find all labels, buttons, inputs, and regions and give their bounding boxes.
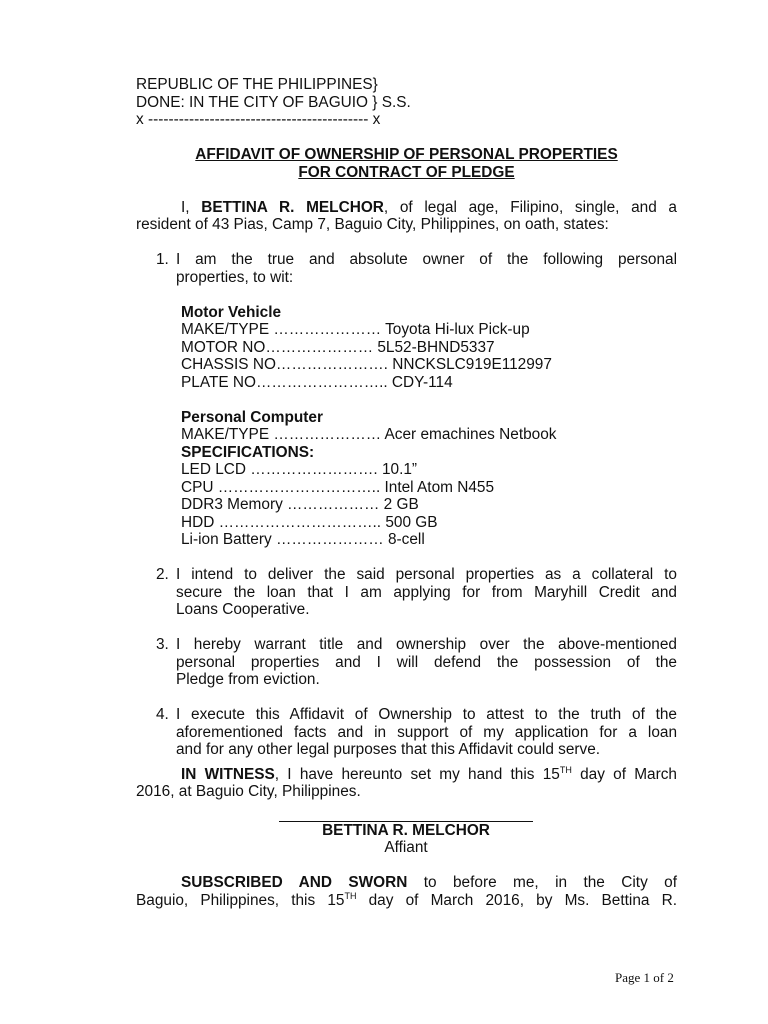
vehicle-make-type: MAKE/TYPE ………………… Toyota Hi-lux Pick-up (181, 321, 530, 338)
computer-make-type: MAKE/TYPE ………………… Acer emachines Netbook (181, 426, 557, 443)
intro-line2: resident of 43 Pias, Camp 7, Baguio City, Philippines, on oath, states: (136, 216, 609, 233)
signatory-name: BETTINA R. MELCHOR (322, 821, 490, 839)
witness-line2: 2016, at Baguio City, Philippines. (136, 783, 361, 800)
affiant-name: BETTINA R. MELCHOR (201, 198, 384, 216)
vehicle-motor-no: MOTOR NO………………… 5L52-BHND5337 (181, 338, 495, 356)
specifications-heading: SPECIFICATIONS: (181, 443, 315, 461)
signatory-role: Affiant (384, 839, 428, 856)
list-item: 3. I hereby warrant title and ownership over the above-mentioned personal properties and I will defend the possession of the Pledge from eviction. (156, 636, 677, 688)
witness-line1: IN WITNESS, I have hereunto set my hand this 15TH day of March (181, 764, 677, 783)
page-number: Page 1 of 2 (615, 970, 674, 985)
document-title-line2: FOR CONTRACT OF PLEDGE (298, 163, 515, 181)
spec-memory: DDR3 Memory ……………… 2 GB (181, 496, 419, 513)
intro-line1: I, BETTINA R. MELCHOR, of legal age, Filipino, single, and a (181, 198, 677, 216)
motor-vehicle-section (136, 304, 677, 549)
jurat-line2: Baguio, Philippines, this 15TH day of March 2016, by Ms. Bettina R. (136, 890, 677, 909)
spec-battery: Li-ion Battery ………………… 8-cell (181, 531, 425, 548)
jurat-line1: SUBSCRIBED AND SWORN to before me, in the City of (181, 874, 678, 891)
list-item: 1. I am the true and absolute owner of the following personal properties, to wit: (156, 251, 677, 286)
document-title-line1: AFFIDAVIT OF OWNERSHIP OF PERSONAL PROPERTIES (195, 146, 618, 163)
list-item: 4. I execute this Affidavit of Ownership to attest to the truth of the aforementioned facts and in support of my application for a loan and for any other legal purposes that this Affidavit could serve. (156, 706, 677, 758)
affidavit-document (136, 76, 677, 909)
spec-hdd: HDD ………………………….. 500 GB (181, 513, 438, 531)
header-done-city: DONE: IN THE CITY OF BAGUIO } S.S. (136, 93, 411, 111)
vehicle-plate-no: PLATE NO…………………….. CDY-114 (181, 373, 453, 391)
spec-cpu: CPU ………………………….. Intel Atom N455 (181, 478, 495, 496)
spec-led-lcd: LED LCD ……………………. 10.1” (181, 461, 418, 478)
header-separator: x ------------------------------------------- x (136, 111, 381, 128)
vehicle-chassis-no: CHASSIS NO…………………. NNCKSLC919E112997 (181, 356, 552, 373)
personal-computer-heading: Personal Computer (181, 408, 323, 426)
header-republic: REPUBLIC OF THE PHILIPPINES} (136, 76, 378, 93)
motor-vehicle-heading: Motor Vehicle (181, 303, 282, 321)
list-item: 2. I intend to deliver the said personal properties as a collateral to secure the loan that I am applying for from Maryhill Credit and Loans Cooperative. (156, 566, 677, 618)
signature-block (276, 821, 536, 857)
